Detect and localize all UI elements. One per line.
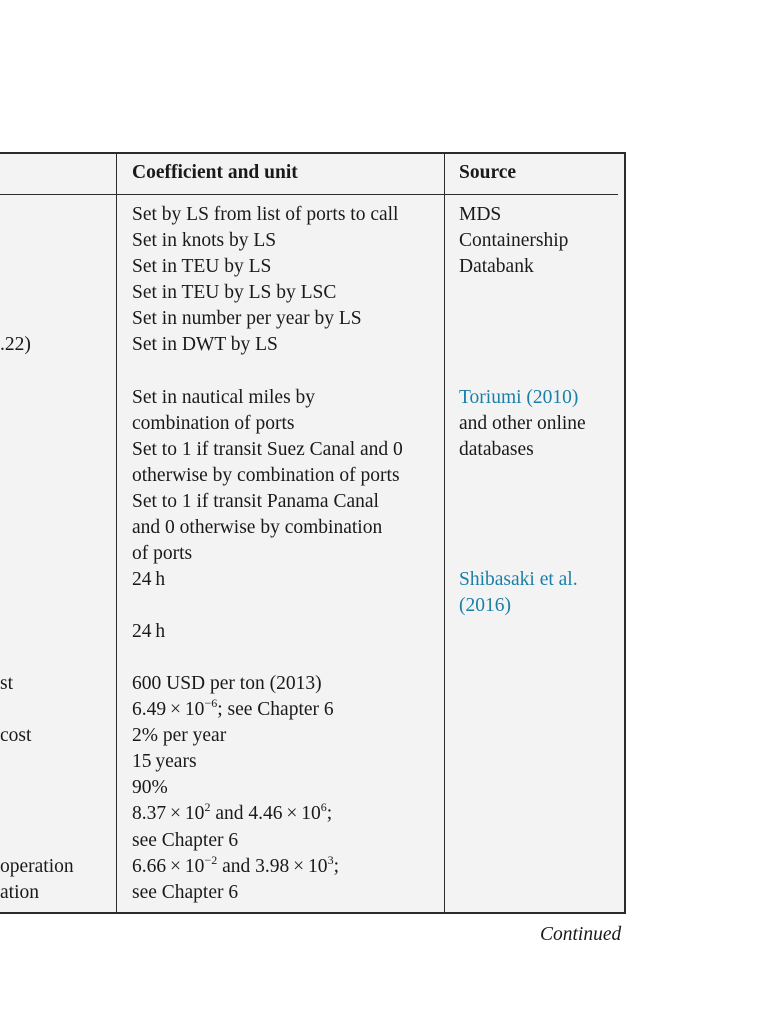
coefficient-line: [132, 697, 334, 723]
exponent: −2: [204, 852, 218, 867]
coefficient-line: otherwise by combination of ports: [132, 465, 400, 486]
coefficient-line: and 0 otherwise by combination: [132, 517, 383, 538]
left-column-fragment: ation: [0, 882, 39, 903]
exponent: 2: [204, 799, 211, 814]
source-line: Containership: [459, 230, 569, 251]
coefficient-value: and 3.98 × 10: [217, 856, 328, 877]
left-column-fragment: cost: [0, 725, 32, 746]
left-column-fragment: operation: [0, 856, 74, 877]
coefficient-value: and 4.46 × 10: [210, 803, 321, 824]
coefficient-line: Set to 1 if transit Panama Canal: [132, 491, 379, 512]
coefficient-line: [132, 801, 332, 827]
coefficient-line: combination of ports: [132, 413, 295, 434]
coefficient-line: Set in DWT by LS: [132, 334, 278, 355]
header-source: Source: [459, 162, 517, 183]
coefficient-value: 8.37 × 10: [132, 803, 205, 824]
column-divider: [444, 152, 445, 914]
coefficient-note: ; see Chapter 6: [217, 699, 334, 720]
coefficient-line: 600 USD per ton (2013): [132, 673, 322, 694]
exponent: −6: [204, 695, 218, 710]
coefficient-line: [132, 854, 339, 880]
source-line: and other online: [459, 413, 586, 434]
source-link-shibasaki-2016[interactable]: Shibasaki et al.: [459, 569, 578, 590]
column-divider: [116, 152, 117, 914]
exponent: 6: [320, 799, 327, 814]
coefficient-line: 24 h: [132, 569, 166, 590]
coefficient-line: Set by LS from list of ports to call: [132, 204, 399, 225]
coefficient-note: ;: [326, 803, 333, 824]
coefficient-value: 6.49 × 10: [132, 699, 205, 720]
exponent: 3: [327, 852, 334, 867]
coefficient-line: see Chapter 6: [132, 830, 239, 851]
continued-label: Continued: [540, 924, 622, 945]
coefficient-line: 15 years: [132, 751, 197, 772]
source-link-shibasaki-2016[interactable]: (2016): [459, 595, 511, 616]
coefficient-note: ;: [333, 856, 339, 877]
header-rule: [0, 194, 618, 195]
coefficient-line: Set in TEU by LS by LSC: [132, 282, 337, 303]
source-line: Databank: [459, 256, 534, 277]
coefficient-line: see Chapter 6: [132, 882, 239, 903]
coefficient-line: Set to 1 if transit Suez Canal and 0: [132, 439, 403, 460]
source-line: MDS: [459, 204, 502, 225]
coefficient-line: 90%: [132, 777, 168, 798]
coefficient-line: 2% per year: [132, 725, 227, 746]
header-coefficient-and-unit: Coefficient and unit: [132, 162, 298, 183]
coefficient-line: Set in number per year by LS: [132, 308, 362, 329]
coefficient-line: Set in nautical miles by: [132, 387, 316, 408]
coefficient-value: 6.66 × 10: [132, 856, 205, 877]
coefficient-line: Set in knots by LS: [132, 230, 277, 251]
source-link-toriumi-2010[interactable]: Toriumi (2010): [459, 387, 579, 408]
source-line: databases: [459, 439, 534, 460]
coefficient-line: of ports: [132, 543, 193, 564]
coefficient-line: 24 h: [132, 621, 166, 642]
left-column-fragment: .22): [0, 334, 31, 355]
coefficient-line: Set in TEU by LS: [132, 256, 272, 277]
left-column-fragment: st: [0, 673, 14, 694]
